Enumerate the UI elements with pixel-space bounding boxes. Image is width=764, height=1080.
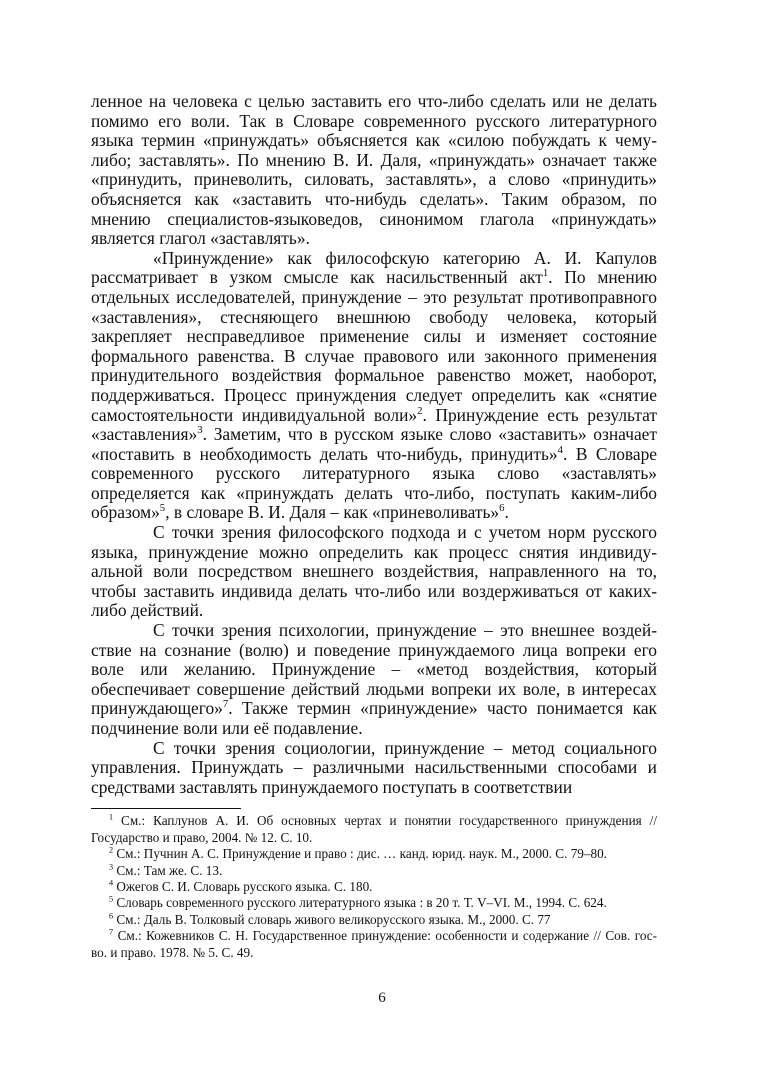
paragraph-text: . Принуждение есть результат «заставления» [91,404,657,445]
paragraph-text: . Заметим, что в русском языке слово «заставить» означает «поставить в необходимость делать что-нибудь, принудить» [91,424,657,464]
paragraph [91,92,657,249]
footnote [91,863,657,879]
paragraph [91,739,657,798]
footnote [91,846,657,862]
paragraph [91,621,657,739]
footnote [91,928,657,961]
page-number: 6 [378,990,386,1006]
footnote-text: См.: Кожевников С. Н. Государственное принуждение: особенности и содержание // Сов. гос-во. и право. 1978. № 5. С. 49. [91,928,657,960]
paragraph [91,523,657,621]
footnote-number: 5 [109,895,114,905]
footnote-text: Словарь современного русского литературного языка : в 20 т. Т. V–VI. М., 1994. С. 624. [113,895,607,911]
footnote-ref: 7 [222,698,229,711]
footnote-number: 6 [109,911,114,921]
footnote-text: Ожегов С. И. Словарь русского языка. С. 180. [113,879,373,894]
footnote-ref: 2 [417,404,423,417]
footnote [91,879,657,895]
paragraph-text: . [504,502,509,523]
page-content [91,92,657,961]
paragraph-text: , в словаре В. И. Даля – как «приневоливать» [165,502,500,523]
paragraph-text: С точки зрения философского подхода и с учетом норм русского языка, принуждение можно определить как процесс снятия индивидуальной воли посредством внешнего воздействия, направленного на то, чтобы заставить индивида делать что-либо или воздерживаться от каких-либо действий. [91,522,657,621]
footnote-ref: 4 [557,443,563,456]
footnote-number: 7 [109,927,114,937]
footnote-text: См.: Даль В. Толковый словарь живого великорусского языка. М., 2000. С. 77 [113,911,551,927]
paragraph-text: . В Словаре современного русского литературного языка слово «заставлять» определяется как «принуждать делать что-либо, поступать каким-либо образом» [91,443,657,523]
footnote-number: 3 [109,862,114,872]
footnote [91,895,657,911]
footnote-text: См.: Там же. С. 13. [113,862,223,878]
footnote-number: 2 [109,845,114,855]
paragraph-text: . По мнению отдельных исследователей, принуждение – это результат противоправного «заставления», стесняющего внешнюю свободу человека, который закрепляет несправедливое применение силы и изменяет состояние формального равенства. В случае правового или законного применения принудительного воздействия формальное равенство может, наоборот, поддерживаться. Процесс принуждения следует определить как «снятие самостоятельности индивидуальной воли» [91,267,657,425]
footnote-number: 4 [109,878,114,888]
footnote-separator [91,808,241,809]
footnote [91,912,657,928]
paragraph-text: С точки зрения психологии, принуждение – это внешнее воздействие на сознание (волю) и поведение принуждаемого лица вопреки его воле или желанию. Принуждение – «метод воздействия, который обеспечивает совершение действий людьми вопреки их воле, в интересах принуждающего» [91,620,657,719]
footnote-ref: 6 [499,502,505,515]
paragraph-text: «Принуждение» как философскую категорию А. И. Капулов рассматривает в узком смысле как насильственный акт [91,247,657,288]
paragraph-text: . Также термин «принуждение» часто понимается как подчинение воли или её подавление. [91,698,657,738]
footnote [91,813,657,846]
footnote-ref: 5 [159,502,166,515]
paragraph [91,249,657,523]
footnotes [91,813,657,961]
footnote-ref: 1 [542,267,549,280]
footnote-text: См.: Каплунов А. И. Об основных чертах и понятии государственного принуждения // Государство и право, 2004. № 12. С. 10. [91,813,657,845]
paragraph-text: ленное на человека с целью заставить его что-либо сделать или не делать помимо его воли. Так в Словаре современного русского литературного языка термин «принуждать» объясняется как «силою побуждать к чему-либо; заставлять». По мнению В. И. Даля, «принуждать» означает также «принудить, приневолить, силовать, заставлять», а слово «принудить» объясняется как «заставить что-нибудь сделать». Таким образом, по мнению специалистов-языковедов, синонимом глагола «принуждать» является глагол «заставлять». [91,91,657,249]
main-text [91,92,657,797]
footnote-text: См.: Пучнин А. С. Принуждение и право : дис. … канд. юрид. наук. М., 2000. С. 79–80. [113,846,607,862]
footnote-ref: 3 [197,424,203,437]
footnote-number: 1 [109,812,114,822]
paragraph-text: С точки зрения социологии, принуждение – метод социального управления. Принуждать – различными насильственными способами и средствами заставлять принуждаемого поступать в соответствии [91,737,657,797]
